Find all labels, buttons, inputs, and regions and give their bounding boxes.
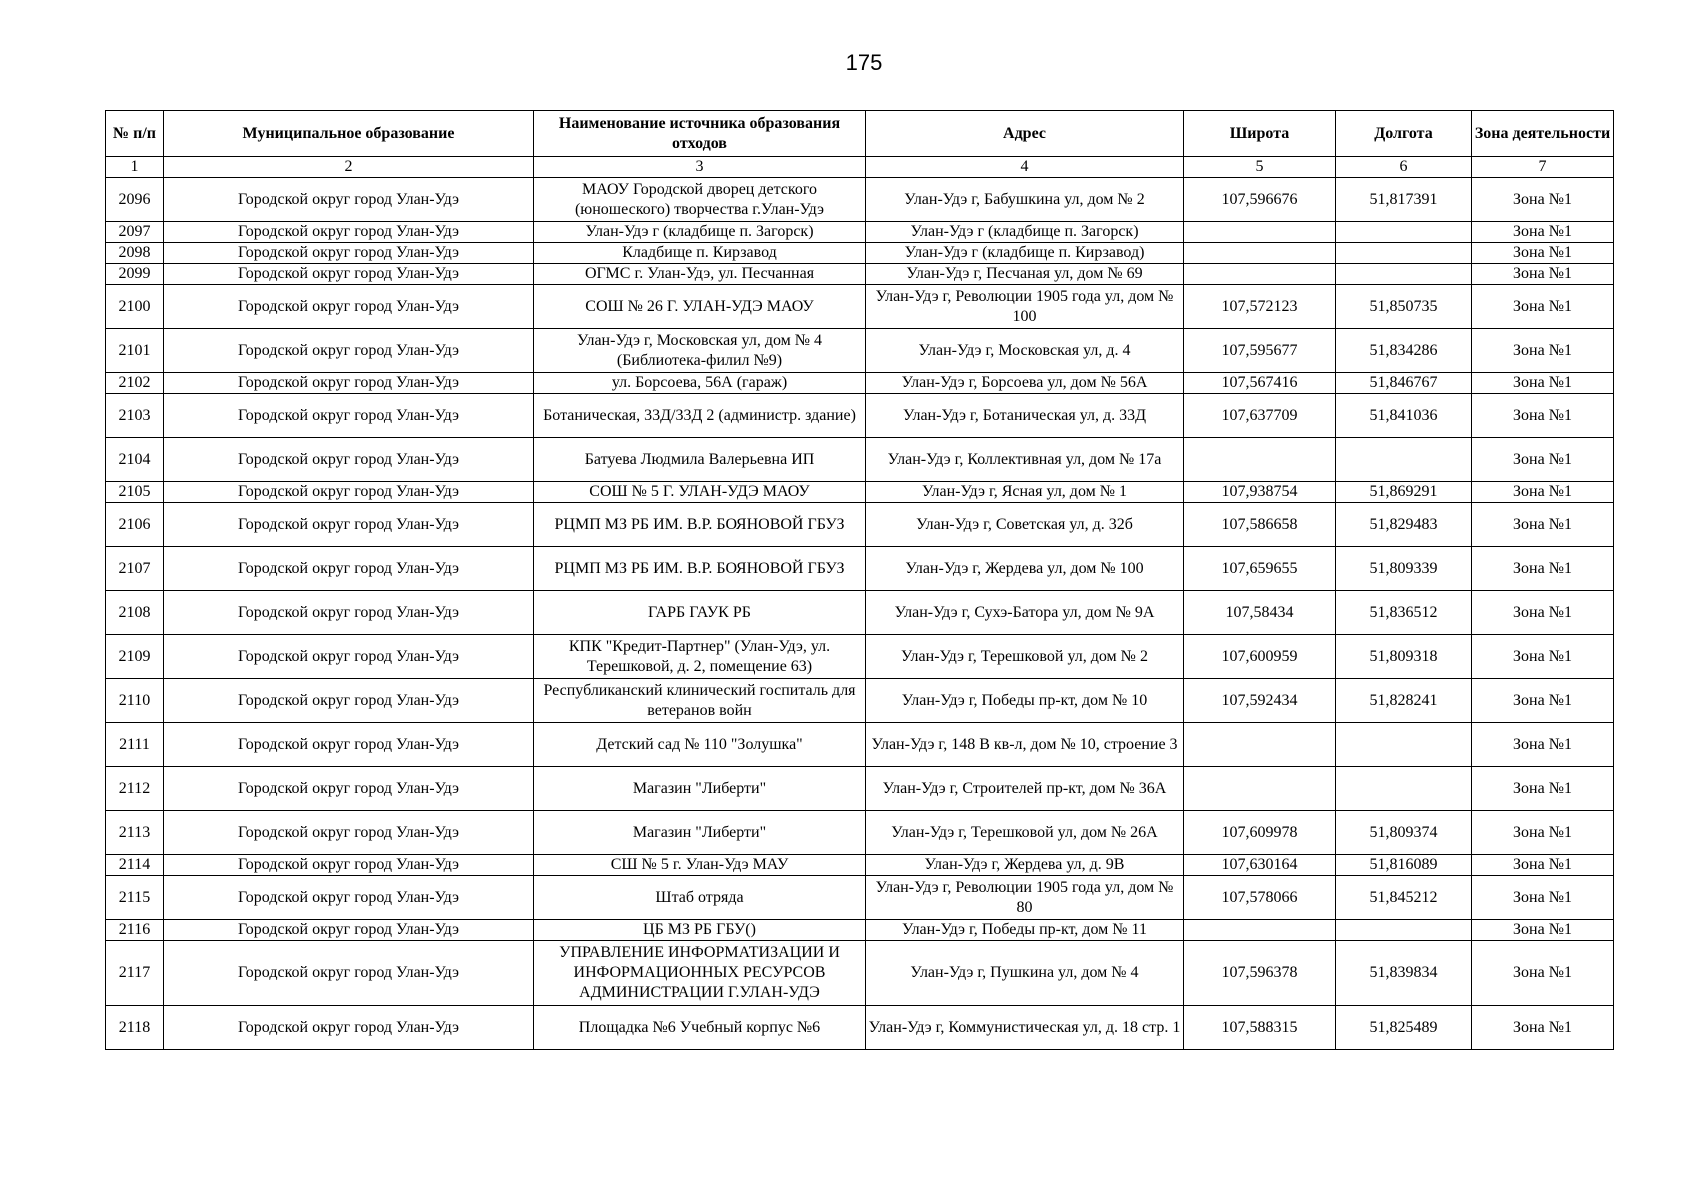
cell-municipality: Городской округ город Улан-Удэ [164, 591, 534, 635]
column-number: 2 [164, 157, 534, 178]
cell-source: Батуева Людмила Валерьевна ИП [534, 438, 866, 482]
cell-zone: Зона №1 [1472, 1006, 1614, 1050]
cell-source: Магазин "Либерти" [534, 767, 866, 811]
cell-latitude: 107,567416 [1184, 373, 1336, 394]
cell-longitude: 51,809318 [1336, 635, 1472, 679]
table-row [106, 503, 1614, 547]
cell-latitude: 107,58434 [1184, 591, 1336, 635]
cell-zone: Зона №1 [1472, 876, 1614, 920]
cell-number: 2112 [106, 767, 164, 811]
cell-zone: Зона №1 [1472, 438, 1614, 482]
cell-number: 2106 [106, 503, 164, 547]
table-row [106, 547, 1614, 591]
cell-zone: Зона №1 [1472, 547, 1614, 591]
cell-municipality: Городской округ город Улан-Удэ [164, 547, 534, 591]
cell-number: 2104 [106, 438, 164, 482]
column-number: 1 [106, 157, 164, 178]
cell-municipality: Городской округ город Улан-Удэ [164, 767, 534, 811]
cell-source: Республиканский клинический госпиталь для ветеранов войн [534, 679, 866, 723]
cell-source: ГАРБ ГАУК РБ [534, 591, 866, 635]
cell-latitude: 107,595677 [1184, 329, 1336, 373]
header-row [106, 111, 1614, 157]
cell-municipality: Городской округ город Улан-Удэ [164, 394, 534, 438]
table-row [106, 285, 1614, 329]
table-row [106, 243, 1614, 264]
table-row [106, 811, 1614, 855]
cell-source: МАОУ Городской дворец детского (юношеского) творчества г.Улан-Удэ [534, 178, 866, 222]
cell-longitude: 51,845212 [1336, 876, 1472, 920]
cell-longitude: 51,836512 [1336, 591, 1472, 635]
cell-latitude: 107,609978 [1184, 811, 1336, 855]
cell-address: Улан-Удэ г, Победы пр-кт, дом № 11 [866, 920, 1184, 941]
cell-number: 2105 [106, 482, 164, 503]
table-row [106, 635, 1614, 679]
cell-latitude: 107,592434 [1184, 679, 1336, 723]
cell-longitude [1336, 767, 1472, 811]
cell-source: РЦМП МЗ РБ ИМ. В.Р. БОЯНОВОЙ ГБУЗ [534, 503, 866, 547]
cell-number: 2116 [106, 920, 164, 941]
col-header-municipality: Муниципальное образование [164, 111, 534, 157]
cell-address: Улан-Удэ г, Ясная ул, дом № 1 [866, 482, 1184, 503]
cell-source: Улан-Удэ г, Московская ул, дом № 4 (Библиотека-филил №9) [534, 329, 866, 373]
cell-municipality: Городской округ город Улан-Удэ [164, 635, 534, 679]
cell-zone: Зона №1 [1472, 285, 1614, 329]
cell-number: 2114 [106, 855, 164, 876]
cell-zone: Зона №1 [1472, 855, 1614, 876]
cell-latitude [1184, 222, 1336, 243]
cell-municipality: Городской округ город Улан-Удэ [164, 920, 534, 941]
cell-source: Кладбище п. Кирзавод [534, 243, 866, 264]
cell-address: Улан-Удэ г, Революции 1905 года ул, дом № 80 [866, 876, 1184, 920]
cell-latitude [1184, 723, 1336, 767]
column-number: 6 [1336, 157, 1472, 178]
cell-longitude: 51,869291 [1336, 482, 1472, 503]
cell-longitude: 51,850735 [1336, 285, 1472, 329]
cell-latitude: 107,659655 [1184, 547, 1336, 591]
cell-municipality: Городской округ город Улан-Удэ [164, 941, 534, 1006]
column-number: 5 [1184, 157, 1336, 178]
cell-longitude: 51,828241 [1336, 679, 1472, 723]
cell-address: Улан-Удэ г, Жердева ул, дом № 100 [866, 547, 1184, 591]
cell-longitude [1336, 920, 1472, 941]
column-number: 3 [534, 157, 866, 178]
cell-latitude [1184, 264, 1336, 285]
cell-number: 2103 [106, 394, 164, 438]
cell-source: СОШ № 26 Г. УЛАН-УДЭ МАОУ [534, 285, 866, 329]
cell-number: 2096 [106, 178, 164, 222]
cell-municipality: Городской округ город Улан-Удэ [164, 178, 534, 222]
col-header-zone: Зона деятельности [1472, 111, 1614, 157]
cell-municipality: Городской округ город Улан-Удэ [164, 285, 534, 329]
cell-address: Улан-Удэ г (кладбище п. Загорск) [866, 222, 1184, 243]
cell-source: ЦБ МЗ РБ ГБУ() [534, 920, 866, 941]
cell-source: Магазин "Либерти" [534, 811, 866, 855]
cell-number: 2097 [106, 222, 164, 243]
cell-address: Улан-Удэ г, Жердева ул, д. 9В [866, 855, 1184, 876]
cell-number: 2098 [106, 243, 164, 264]
cell-address: Улан-Удэ г, Песчаная ул, дом № 69 [866, 264, 1184, 285]
cell-address: Улан-Удэ г, Терешковой ул, дом № 2 [866, 635, 1184, 679]
cell-number: 2107 [106, 547, 164, 591]
cell-zone: Зона №1 [1472, 679, 1614, 723]
cell-municipality: Городской округ город Улан-Удэ [164, 329, 534, 373]
cell-municipality: Городской округ город Улан-Удэ [164, 723, 534, 767]
cell-zone: Зона №1 [1472, 222, 1614, 243]
cell-longitude: 51,841036 [1336, 394, 1472, 438]
cell-zone: Зона №1 [1472, 723, 1614, 767]
cell-number: 2099 [106, 264, 164, 285]
cell-source: Площадка №6 Учебный корпус №6 [534, 1006, 866, 1050]
table-row [106, 394, 1614, 438]
cell-address: Улан-Удэ г (кладбище п. Кирзавод) [866, 243, 1184, 264]
cell-number: 2113 [106, 811, 164, 855]
cell-municipality: Городской округ город Улан-Удэ [164, 855, 534, 876]
cell-longitude: 51,846767 [1336, 373, 1472, 394]
cell-zone: Зона №1 [1472, 635, 1614, 679]
cell-source: СОШ № 5 Г. УЛАН-УДЭ МАОУ [534, 482, 866, 503]
table-row [106, 855, 1614, 876]
cell-zone: Зона №1 [1472, 264, 1614, 285]
cell-longitude: 51,809339 [1336, 547, 1472, 591]
cell-latitude [1184, 438, 1336, 482]
cell-address: Улан-Удэ г, Революции 1905 года ул, дом № 100 [866, 285, 1184, 329]
table-row [106, 941, 1614, 1006]
column-number: 7 [1472, 157, 1614, 178]
col-header-address: Адрес [866, 111, 1184, 157]
cell-number: 2109 [106, 635, 164, 679]
table-row [106, 329, 1614, 373]
cell-address: Улан-Удэ г, Бабушкина ул, дом № 2 [866, 178, 1184, 222]
cell-number: 2100 [106, 285, 164, 329]
table-row [106, 876, 1614, 920]
table-row [106, 920, 1614, 941]
cell-latitude: 107,600959 [1184, 635, 1336, 679]
cell-address: Улан-Удэ г, Московская ул, д. 4 [866, 329, 1184, 373]
waste-sources-table [105, 110, 1614, 1050]
column-number: 4 [866, 157, 1184, 178]
cell-address: Улан-Удэ г, Пушкина ул, дом № 4 [866, 941, 1184, 1006]
cell-zone: Зона №1 [1472, 920, 1614, 941]
cell-longitude [1336, 438, 1472, 482]
cell-longitude [1336, 243, 1472, 264]
cell-zone: Зона №1 [1472, 811, 1614, 855]
cell-number: 2102 [106, 373, 164, 394]
cell-municipality: Городской округ город Улан-Удэ [164, 876, 534, 920]
cell-longitude [1336, 264, 1472, 285]
table-row [106, 767, 1614, 811]
table-body [106, 178, 1614, 1050]
table-row [106, 679, 1614, 723]
cell-source: СШ № 5 г. Улан-Удэ МАУ [534, 855, 866, 876]
cell-municipality: Городской округ город Улан-Удэ [164, 679, 534, 723]
cell-latitude [1184, 767, 1336, 811]
cell-source: УПРАВЛЕНИЕ ИНФОРМАТИЗАЦИИ И ИНФОРМАЦИОННЫХ РЕСУРСОВ АДМИНИСТРАЦИИ Г.УЛАН-УДЭ [534, 941, 866, 1006]
cell-latitude: 107,586658 [1184, 503, 1336, 547]
cell-source: Детский сад № 110 "Золушка" [534, 723, 866, 767]
cell-longitude: 51,829483 [1336, 503, 1472, 547]
col-header-source: Наименование источника образования отходов [534, 111, 866, 157]
cell-latitude: 107,637709 [1184, 394, 1336, 438]
table-row [106, 222, 1614, 243]
cell-zone: Зона №1 [1472, 482, 1614, 503]
cell-municipality: Городской округ город Улан-Удэ [164, 482, 534, 503]
cell-longitude: 51,809374 [1336, 811, 1472, 855]
table-row [106, 723, 1614, 767]
cell-number: 2115 [106, 876, 164, 920]
cell-longitude: 51,816089 [1336, 855, 1472, 876]
cell-source: ул. Борсоева, 56А (гараж) [534, 373, 866, 394]
cell-number: 2108 [106, 591, 164, 635]
cell-source: Штаб отряда [534, 876, 866, 920]
cell-municipality: Городской округ город Улан-Удэ [164, 243, 534, 264]
cell-municipality: Городской округ город Улан-Удэ [164, 373, 534, 394]
cell-latitude: 107,596676 [1184, 178, 1336, 222]
cell-number: 2117 [106, 941, 164, 1006]
cell-longitude: 51,817391 [1336, 178, 1472, 222]
cell-latitude: 107,578066 [1184, 876, 1336, 920]
cell-number: 2111 [106, 723, 164, 767]
table-row [106, 591, 1614, 635]
cell-address: Улан-Удэ г, Борсоева ул, дом № 56А [866, 373, 1184, 394]
cell-municipality: Городской округ город Улан-Удэ [164, 811, 534, 855]
cell-latitude: 107,630164 [1184, 855, 1336, 876]
cell-source: Улан-Удэ г (кладбище п. Загорск) [534, 222, 866, 243]
cell-zone: Зона №1 [1472, 329, 1614, 373]
cell-zone: Зона №1 [1472, 243, 1614, 264]
cell-source: Ботаническая, 33Д/33Д 2 (администр. здание) [534, 394, 866, 438]
page-number: 175 [845, 50, 883, 75]
cell-municipality: Городской округ город Улан-Удэ [164, 222, 534, 243]
cell-zone: Зона №1 [1472, 941, 1614, 1006]
cell-latitude: 107,938754 [1184, 482, 1336, 503]
cell-longitude: 51,839834 [1336, 941, 1472, 1006]
cell-address: Улан-Удэ г, Ботаническая ул, д. 33Д [866, 394, 1184, 438]
table-row [106, 1006, 1614, 1050]
cell-zone: Зона №1 [1472, 394, 1614, 438]
cell-zone: Зона №1 [1472, 178, 1614, 222]
cell-longitude [1336, 723, 1472, 767]
cell-latitude: 107,588315 [1184, 1006, 1336, 1050]
cell-number: 2110 [106, 679, 164, 723]
cell-source: КПК "Кредит-Партнер" (Улан-Удэ, ул. Терешковой, д. 2, помещение 63) [534, 635, 866, 679]
col-header-longitude: Долгота [1336, 111, 1472, 157]
col-header-number: № п/п [106, 111, 164, 157]
cell-source: ОГМС г. Улан-Удэ, ул. Песчанная [534, 264, 866, 285]
cell-address: Улан-Удэ г, Строителей пр-кт, дом № 36А [866, 767, 1184, 811]
cell-municipality: Городской округ город Улан-Удэ [164, 503, 534, 547]
table-row [106, 373, 1614, 394]
table-row [106, 438, 1614, 482]
column-number-row [106, 157, 1614, 178]
cell-longitude: 51,825489 [1336, 1006, 1472, 1050]
cell-municipality: Городской округ город Улан-Удэ [164, 1006, 534, 1050]
cell-zone: Зона №1 [1472, 373, 1614, 394]
cell-address: Улан-Удэ г, Коммунистическая ул, д. 18 стр. 1 [866, 1006, 1184, 1050]
cell-number: 2101 [106, 329, 164, 373]
cell-address: Улан-Удэ г, Терешковой ул, дом № 26А [866, 811, 1184, 855]
cell-source: РЦМП МЗ РБ ИМ. В.Р. БОЯНОВОЙ ГБУЗ [534, 547, 866, 591]
cell-latitude [1184, 920, 1336, 941]
cell-number: 2118 [106, 1006, 164, 1050]
cell-address: Улан-Удэ г, Коллективная ул, дом № 17а [866, 438, 1184, 482]
cell-municipality: Городской округ город Улан-Удэ [164, 264, 534, 285]
cell-zone: Зона №1 [1472, 591, 1614, 635]
table-row [106, 264, 1614, 285]
col-header-latitude: Широта [1184, 111, 1336, 157]
cell-latitude: 107,596378 [1184, 941, 1336, 1006]
table-row [106, 482, 1614, 503]
cell-address: Улан-Удэ г, 148 В кв-л, дом № 10, строение 3 [866, 723, 1184, 767]
cell-longitude: 51,834286 [1336, 329, 1472, 373]
cell-address: Улан-Удэ г, Сухэ-Батора ул, дом № 9А [866, 591, 1184, 635]
cell-longitude [1336, 222, 1472, 243]
cell-zone: Зона №1 [1472, 503, 1614, 547]
cell-latitude: 107,572123 [1184, 285, 1336, 329]
cell-address: Улан-Удэ г, Победы пр-кт, дом № 10 [866, 679, 1184, 723]
cell-municipality: Городской округ город Улан-Удэ [164, 438, 534, 482]
cell-zone: Зона №1 [1472, 767, 1614, 811]
cell-address: Улан-Удэ г, Советская ул, д. 32б [866, 503, 1184, 547]
cell-latitude [1184, 243, 1336, 264]
table-row [106, 178, 1614, 222]
